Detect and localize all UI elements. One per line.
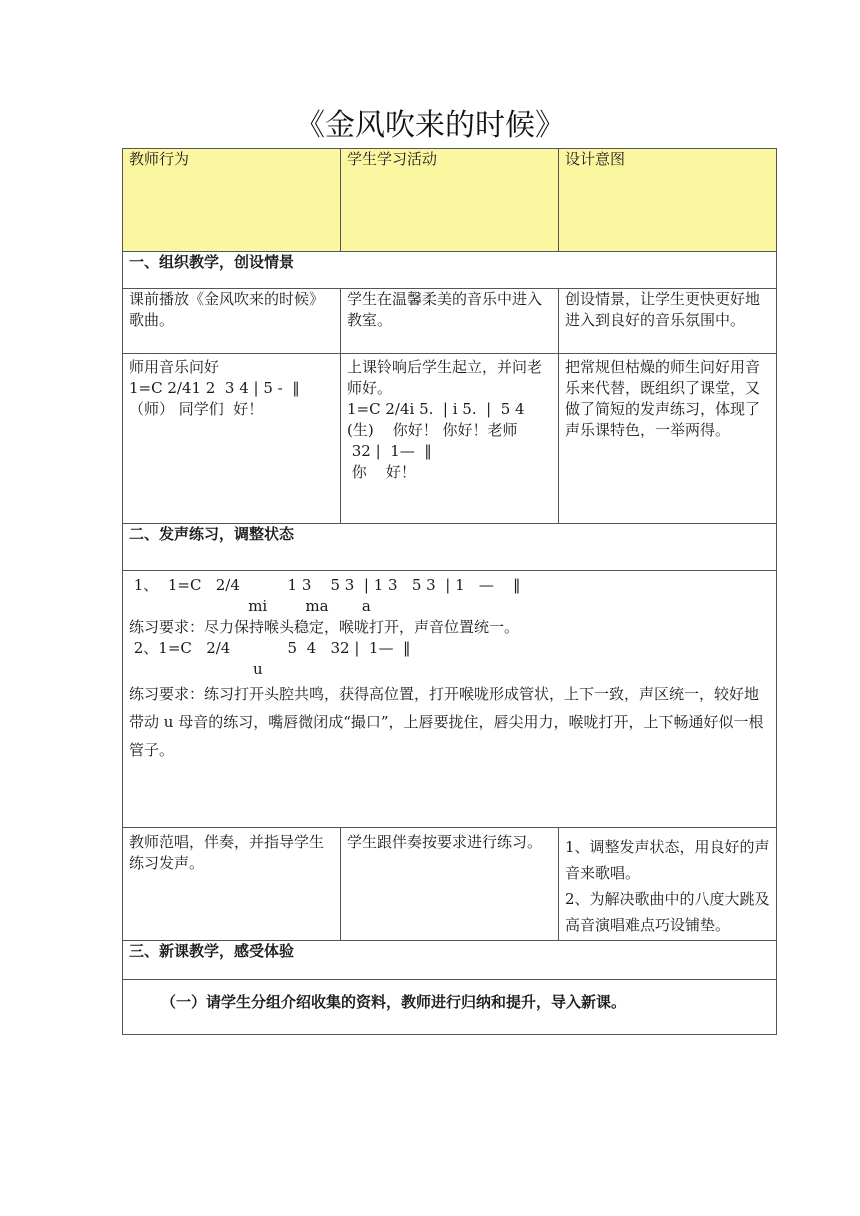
section1-row1-teacher: 课前播放《金风吹来的时候》歌曲。 (123, 289, 341, 354)
section2-exercises (123, 571, 777, 828)
header-student: 学生学习活动 (341, 149, 559, 252)
section1-row2-teacher (123, 354, 341, 524)
section-heading-row (123, 252, 777, 289)
section1-row1-intent: 创设情景，让学生更快更好地进入到良好的音乐氛围中。 (559, 289, 777, 354)
student-lyrics: (生) 你好！ 你好！老师 (347, 421, 518, 439)
section3-sub: （一）请学生分组介绍收集的资料，教师进行归纳和提升，导入新课。 (123, 980, 777, 1035)
student-notation-2: 32 | 1— ‖ (347, 442, 432, 460)
section2-row-intent (559, 828, 777, 941)
exercise-2-requirement: 练习要求：练习打开头腔共鸣，获得高位置，打开喉咙形成管状，上下一致，声区统一，较好地带动 u 母音的练习，嘴唇微闭成“撮口”，上唇要拢住，唇尖用力，喉咙打开，上下畅通好似一根管子。 (129, 685, 764, 759)
section-heading-row (123, 941, 777, 980)
student-lyrics-2: 你 好！ (347, 463, 416, 481)
intent-line-1: 1、调整发声状态，用良好的声音来歌唱。 (565, 838, 770, 882)
table-row (123, 828, 777, 941)
student-line: 上课铃响后学生起立，并问老师好。 (347, 358, 543, 397)
document-title: 《金风吹来的时候》 (295, 108, 565, 143)
teacher-notation: 1=C 2/41 2 3 4 | 5 - ‖ (129, 379, 300, 397)
section3-heading: 三、新课教学，感受体验 (123, 941, 777, 980)
section-heading-row (123, 524, 777, 571)
table-row (123, 980, 777, 1035)
section2-row-teacher: 教师范唱，伴奏，并指导学生练习发声。 (123, 828, 341, 941)
header-row (123, 149, 777, 252)
teacher-lyrics: （师） 同学们 好！ (129, 400, 264, 418)
exercise-1-syllables: mi ma a (129, 597, 371, 615)
exercise-2-syllable: u (129, 660, 263, 678)
section1-row2-student (341, 354, 559, 524)
table-row (123, 354, 777, 524)
section2-row-student: 学生跟伴奏按要求进行练习。 (341, 828, 559, 941)
section2-heading: 二、发声练习，调整状态 (123, 524, 777, 571)
exercise-1-notation: 1、 1=C 2/4 1 3 5 3 | 1 3 5 3 | 1 — ‖ (129, 576, 521, 594)
student-notation: 1=C 2/4i 5. | i 5. | 5 4 (347, 400, 525, 418)
intent-line-2: 2、为解决歌曲中的八度大跳及高音演唱难点巧设铺垫。 (565, 890, 770, 934)
section1-heading: 一、组织教学，创设情景 (123, 252, 777, 289)
section1-row1-student: 学生在温馨柔美的音乐中进入教室。 (341, 289, 559, 354)
lesson-plan-table (122, 148, 777, 1035)
section1-row2-intent: 把常规但枯燥的师生问好用音乐来代替，既组织了课堂，又做了简短的发声练习，体现了声乐课特色，一举两得。 (559, 354, 777, 524)
header-teacher: 教师行为 (123, 149, 341, 252)
table-row (123, 571, 777, 828)
exercise-2-notation: 2、1=C 2/4 5 4 32 | 1— ‖ (129, 639, 411, 657)
teacher-line: 师用音乐问好 (129, 358, 220, 376)
exercise-1-requirement: 练习要求：尽力保持喉头稳定，喉咙打开，声音位置统一。 (129, 618, 520, 636)
header-intent: 设计意图 (559, 149, 777, 252)
table-row (123, 289, 777, 354)
